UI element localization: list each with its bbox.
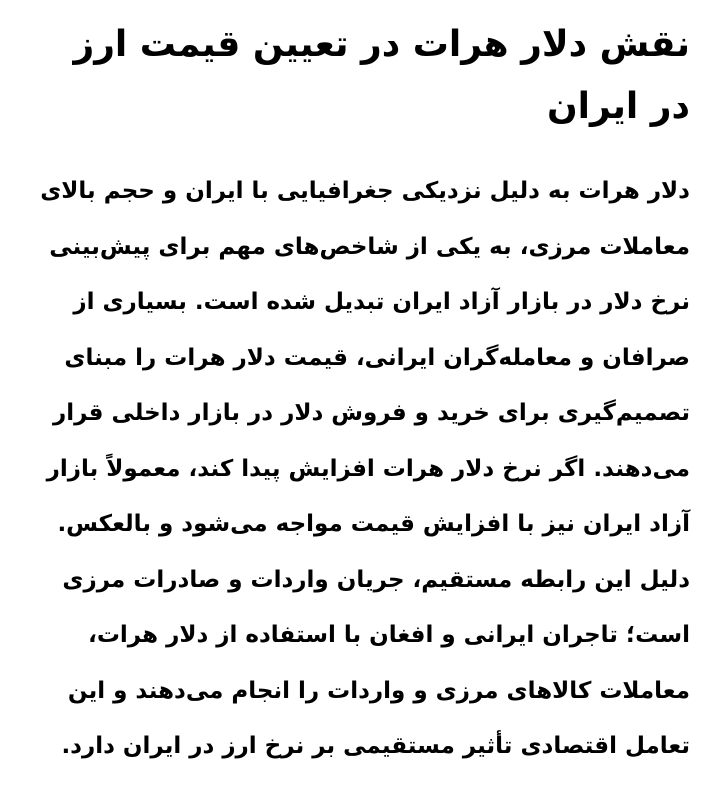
article-paragraph: دلار هرات به دلیل نزدیکی جغرافیایی با ایران و حجم بالای معاملات مرزی، به یکی از شاخص‌های مهم برای پیش‌بینی نرخ دلار در بازار آزاد ایران تبدیل شده است. بسیاری از صرافان و معامله‌گران ایرانی، قیمت دلار هرات را مبنای تصمیم‌گیری برای خرید و فروش دلار در بازار داخلی قرار می‌دهند. اگر نرخ دلار هرات افزایش پیدا کند، معمولاً بازار آزاد ایران نیز با افزایش قیمت مواجه می‌شود و بالعکس. دلیل این رابطه مستقیم، جریان واردات و صادرات مرزی است؛ تاجران ایرانی و افغان با استفاده از دلار هرات، معاملات کالاهای مرزی و واردات را انجام می‌دهند و این تعامل اقتصادی تأثیر مستقیمی بر نرخ ارز در ایران دارد. [40, 178, 690, 759]
article-title: نقش دلار هرات در تعیین قیمت ارز در ایران [73, 24, 690, 127]
